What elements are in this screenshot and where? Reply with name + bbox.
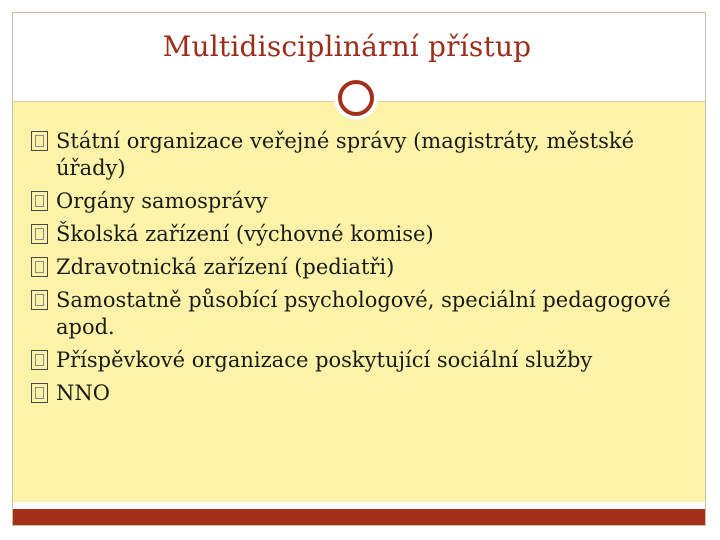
circle-ring-icon: [338, 80, 374, 116]
list-item: [31, 128, 691, 182]
list-item-text: Příspěvkové organizace poskytující sociální služby: [56, 348, 593, 372]
list-item: [31, 221, 691, 248]
bullet-box-icon: [31, 191, 48, 211]
list-item-text: Samostatně působící psychologové, speciální pedagogové apod.: [56, 288, 671, 339]
bullet-box-icon: [31, 290, 48, 310]
list-item: [31, 254, 691, 281]
list-item: [31, 188, 691, 215]
list-item: [31, 380, 691, 407]
list-item-text: Školská zařízení (výchovné komise): [56, 222, 434, 246]
bullet-list: [31, 128, 691, 413]
bullet-box-icon: [31, 383, 48, 403]
list-item-text: Orgány samosprávy: [56, 189, 268, 213]
list-item-text: NNO: [56, 381, 110, 405]
footer-accent-bar: [13, 509, 705, 525]
bullet-box-icon: [31, 257, 48, 277]
slide-title: Multidisciplinární přístup: [162, 30, 532, 63]
bullet-box-icon: [31, 224, 48, 244]
list-item: [31, 287, 691, 341]
list-item-text: Zdravotnická zařízení (pediatři): [56, 255, 395, 279]
bullet-box-icon: [31, 350, 48, 370]
bullet-box-icon: [31, 131, 48, 151]
list-item: [31, 347, 691, 374]
list-item-text: Státní organizace veřejné správy (magistráty, městské úřady): [56, 129, 635, 180]
